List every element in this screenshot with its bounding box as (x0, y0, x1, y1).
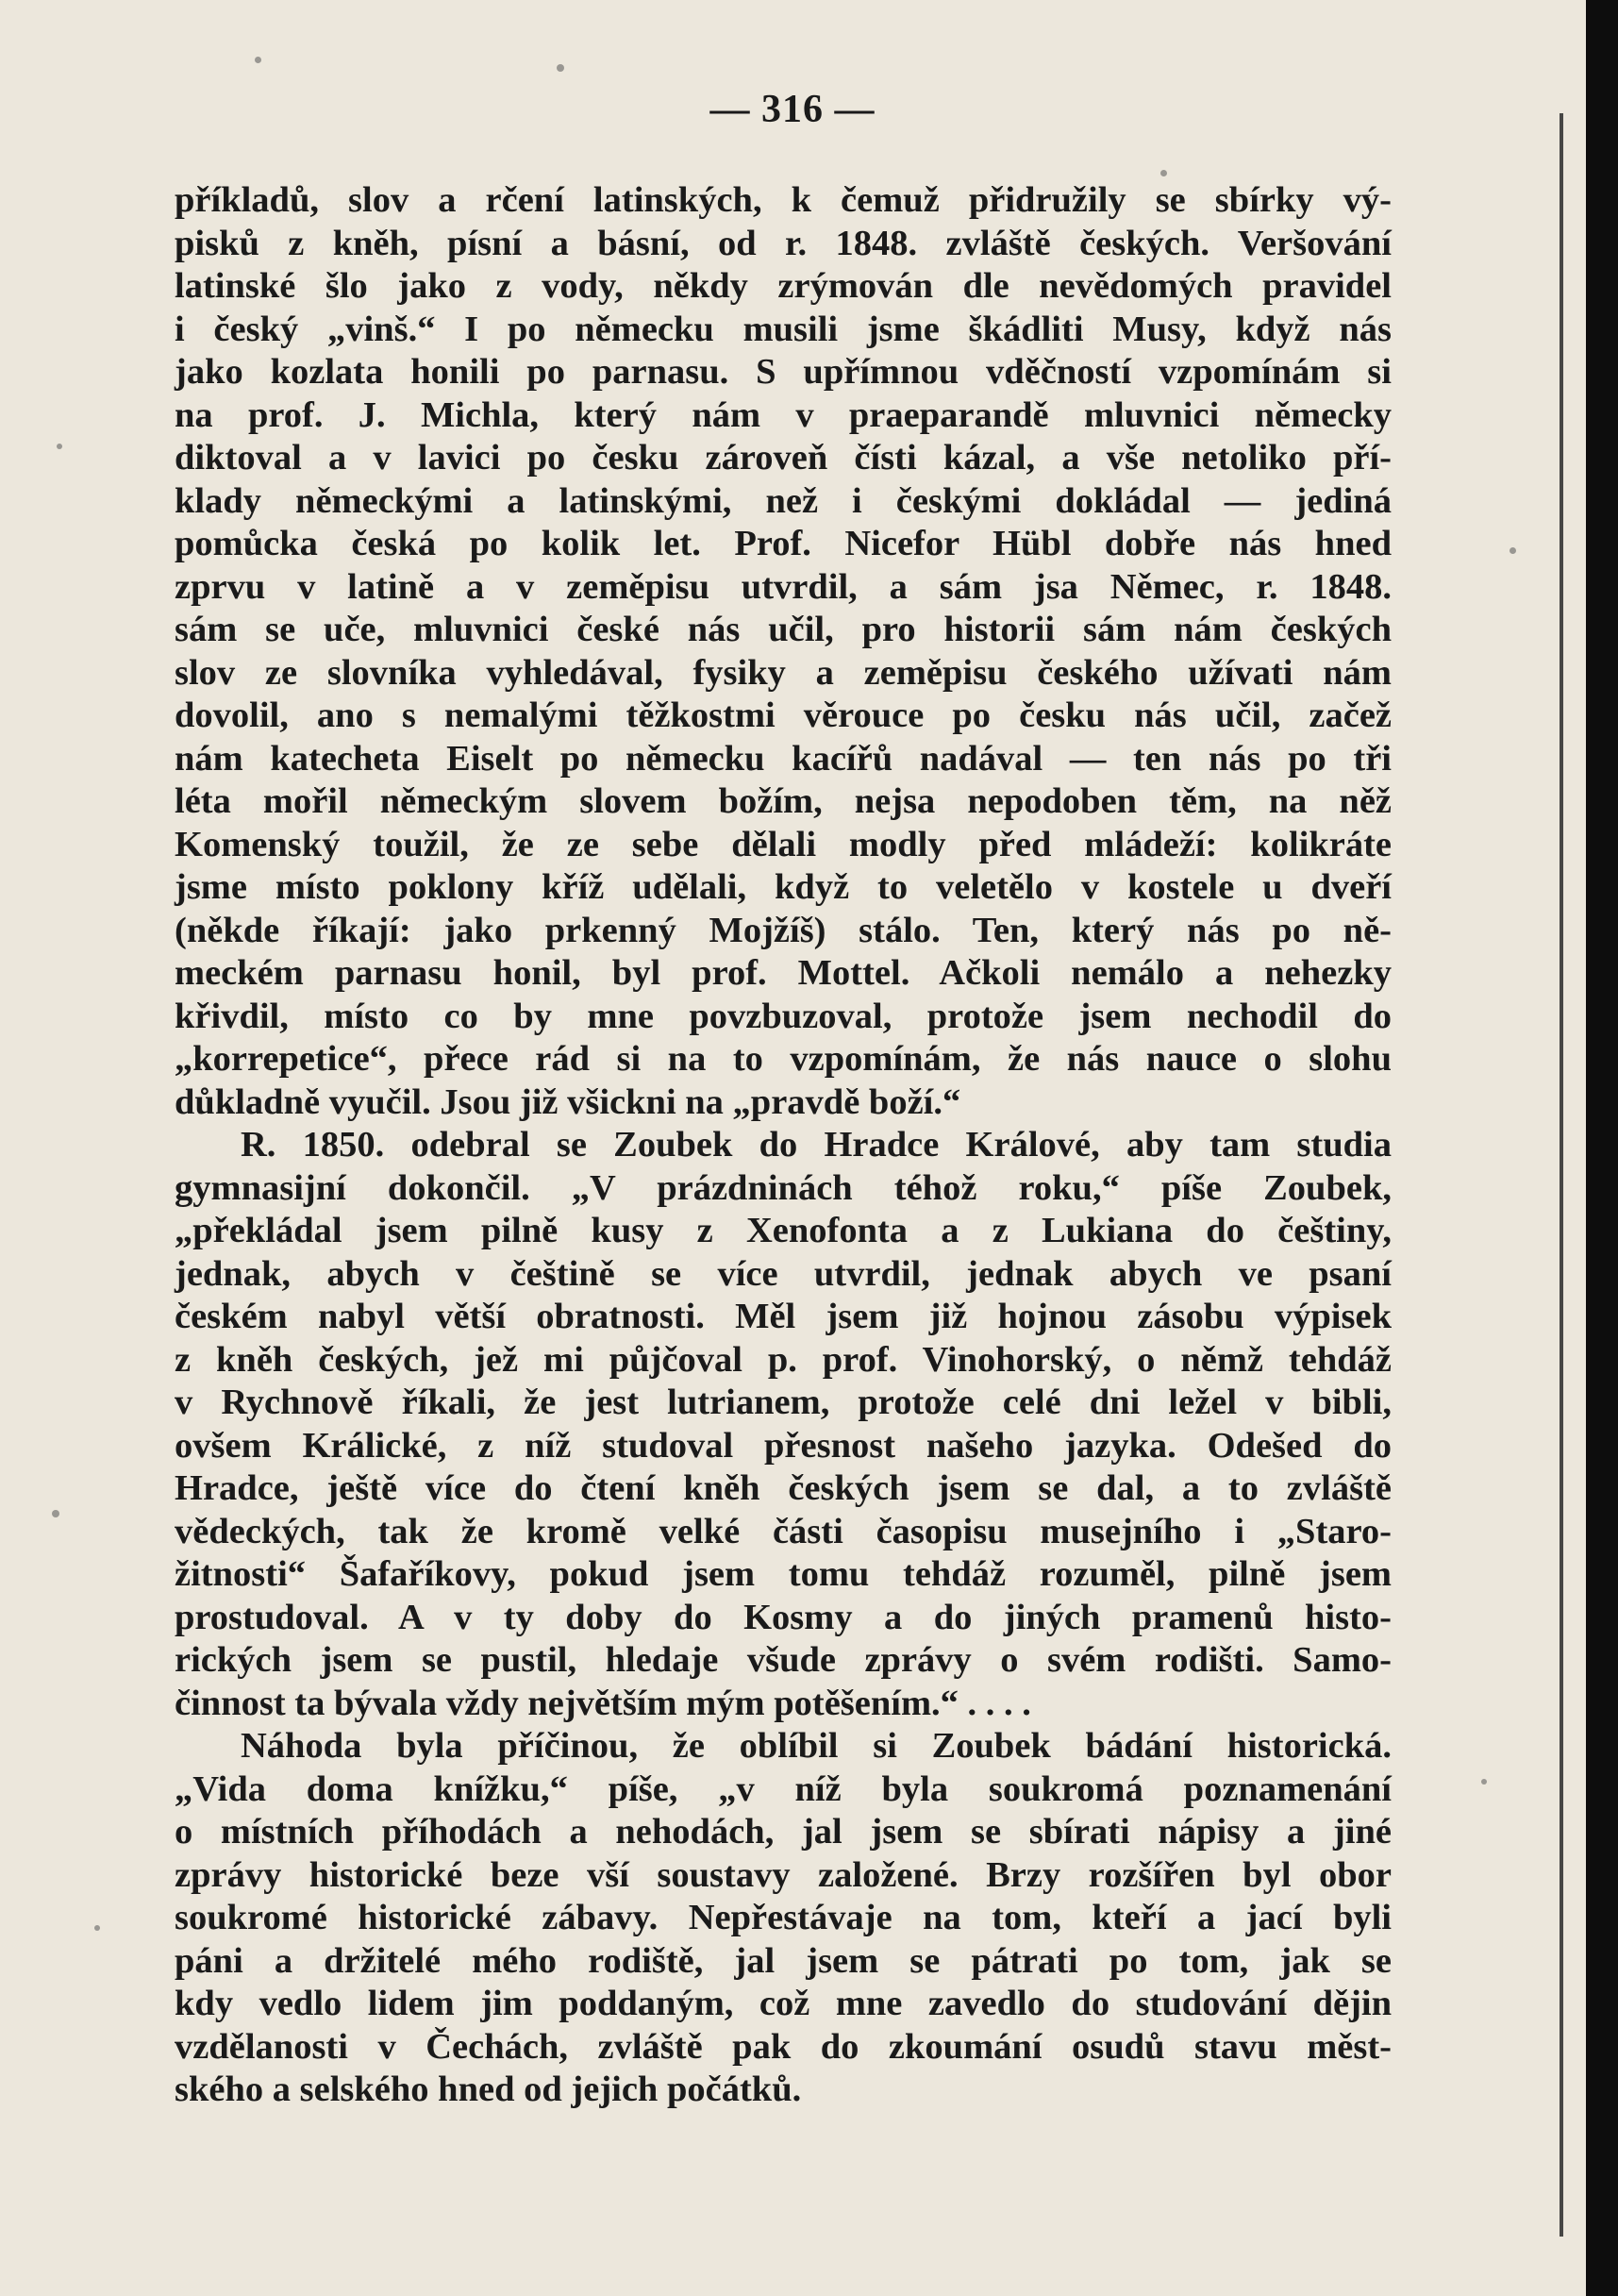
text-line: diktoval a v lavici po česku zároveň čísti kázal, a vše netoliko pří- (175, 438, 1392, 478)
page-edge (1586, 0, 1618, 2296)
text-line: gymnasijní dokončil. „V prázdninách téhož roku,“ píše Zoubek, (175, 1167, 1392, 1208)
text-line: soukromé historické zábavy. Nepřestávaje na tom, kteří a jací byli (175, 1898, 1392, 1937)
body-text (175, 179, 1392, 2112)
text-line: křivdil, místo co by mne povzbuzoval, protože jsem nechodil do (175, 996, 1392, 1036)
binding-line (1560, 113, 1563, 2237)
text-line: léta mořil německým slovem božím, nejsa nepodoben těm, na něž (175, 781, 1392, 821)
text-line: prostudoval. A v ty doby do Kosmy a do jiných pramenů histo- (175, 1597, 1392, 1637)
text-line: rických jsem se pustil, hledaje všude zprávy o svém rodišti. Samo- (175, 1640, 1392, 1680)
text-line: jako kozlata honili po parnasu. S upřímnou vděčností vzpomínám si (175, 352, 1392, 392)
text-line: zprvu v latině a v zeměpisu utvrdil, a sám jsa Němec, r. 1848. (175, 566, 1392, 607)
text-line: klady německými a latinskými, než i českými dokládal — jediná (175, 480, 1392, 521)
text-line: o místních příhodách a nehodách, jal jsem se sbírati nápisy a jiné (175, 1812, 1392, 1852)
text-line: ského a selského hned od jejich počátků. (175, 2070, 802, 2109)
text-line: pisků z kněh, písní a básní, od r. 1848. zvláště českých. Veršování (175, 223, 1392, 263)
text-line: v Rychnově říkali, že jest lutrianem, protože celé dni ležel v bibli, (175, 1383, 1392, 1422)
text-line: na prof. J. Michla, který nám v praeparandě mluvnici německy (175, 394, 1392, 435)
text-line: zprávy historické beze vší soustavy založené. Brzy rozšířen byl obor (175, 1854, 1392, 1895)
text-line: českém nabyl větší obratnosti. Měl jsem již hojnou zásobu výpisek (175, 1297, 1392, 1336)
text-line: vzdělanosti v Čechách, zvláště pak do zkoumání osudů stavu měst- (175, 2026, 1392, 2067)
text-line: R. 1850. odebral se Zoubek do Hradce Králové, aby tam studia (241, 1125, 1392, 1165)
text-line: „korrepetice“, přece rád si na to vzpomínám, že nás nauce o slohu (175, 1039, 1392, 1079)
text-line: činnost ta bývala vždy největším mým potěšením.“ . . . . (175, 1683, 1031, 1723)
text-line: jednak, abych v češtině se více utvrdil, jednak abych ve psaní (175, 1253, 1392, 1294)
paper-speck (1510, 547, 1516, 554)
text-line: pomůcka česká po kolik let. Prof. Nicefor Hübl dobře nás hned (175, 524, 1392, 563)
text-line: slov ze slovníka vyhledával, fysiky a zeměpisu českého užívati nám (175, 652, 1392, 693)
paper-speck (52, 1510, 59, 1517)
text-line: „překládal jsem pilně kusy z Xenofonta a z Lukiana do češtiny, (175, 1211, 1392, 1250)
text-line: ovšem Králické, z níž studoval přesnost našeho jazyka. Odešed do (175, 1425, 1392, 1466)
paper-speck (557, 64, 564, 72)
text-line: Náhoda byla příčinou, že oblíbil si Zoubek bádání historická. (241, 1726, 1392, 1766)
text-line: Hradce, ještě více do čtení kněh českých jsem se dal, a to zvláště (175, 1468, 1392, 1508)
text-line: žitnosti“ Šafaříkovy, pokud jsem tomu tehdáž rozuměl, pilně jsem (175, 1554, 1392, 1594)
text-line: (někde říkají: jako prkenný Mojžíš) stálo. Ten, který nás po ně- (175, 910, 1392, 950)
page-number: — 316 — (709, 88, 876, 131)
paper-speck (1160, 170, 1167, 176)
text-line: latinské šlo jako z vody, někdy zrýmován dle nevědomých pravidel (175, 266, 1392, 306)
text-line: jsme místo poklony kříž udělali, když to veletělo v kostele u dveří (175, 867, 1392, 907)
text-line: kdy vedlo lidem jim poddaným, což mne zavedlo do studování dějin (175, 1984, 1392, 2023)
text-line: sám se uče, mluvnici české nás učil, pro historii sám nám českých (175, 610, 1392, 649)
text-line: důkladně vyučil. Jsou již všickni na „pravdě boží.“ (175, 1081, 961, 1122)
text-line: z kněh českých, jež mi půjčoval p. prof. Vinohorský, o němž tehdáž (175, 1339, 1392, 1380)
paper-speck (255, 57, 261, 63)
text-line: meckém parnasu honil, byl prof. Mottel. Ačkoli nemálo a nehezky (175, 953, 1392, 993)
text-line: Komenský toužil, že ze sebe dělali modly před mládeží: kolikráte (175, 824, 1392, 864)
text-line: vědeckých, tak že kromě velké části časopisu musejního i „Staro- (175, 1511, 1392, 1551)
paper-speck (1481, 1779, 1487, 1785)
text-line: „Vida doma knížku,“ píše, „v níž byla soukromá poznamenání (175, 1768, 1392, 1809)
text-line: příkladů, slov a rčení latinských, k čemuž přidružily se sbírky vý- (175, 180, 1392, 220)
text-line: páni a držitelé mého rodiště, jal jsem se pátrati po tom, jak se (175, 1940, 1392, 1981)
paper-speck (57, 444, 62, 449)
text-line: nám katecheta Eiselt po německu kacířů nadával — ten nás po tři (175, 738, 1392, 779)
paper-speck (94, 1925, 100, 1931)
text-line: dovolil, ano s nemalými těžkostmi věrouce po česku nás učil, začež (175, 696, 1392, 735)
text-line: i český „vinš.“ I po německu musili jsme škádliti Musy, když nás (175, 309, 1392, 349)
